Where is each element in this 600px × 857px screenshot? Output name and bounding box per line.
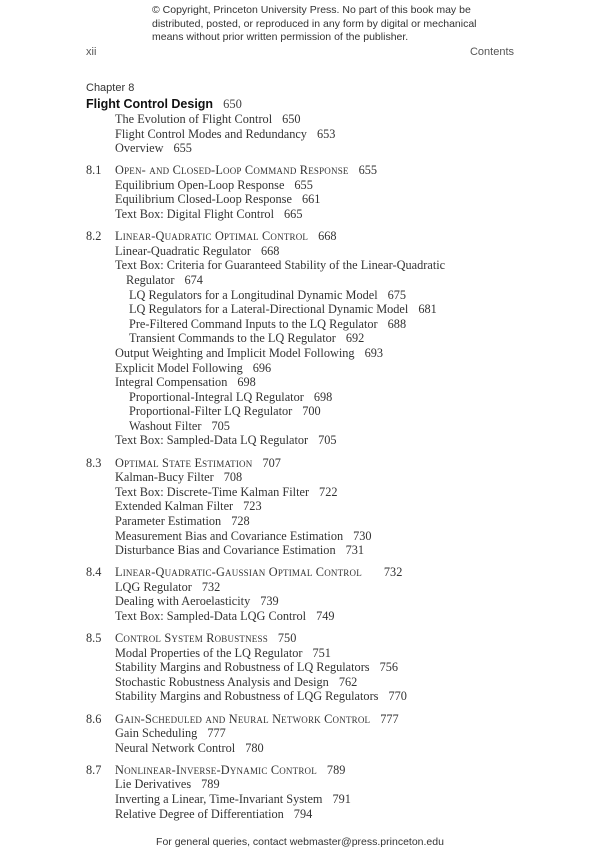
toc-section-8-6 bbox=[86, 712, 526, 756]
section-page: 707 bbox=[262, 455, 281, 470]
toc-entry-title: Linear-Quadratic Regulator bbox=[115, 243, 251, 258]
toc-entry-page: 696 bbox=[252, 360, 272, 375]
toc-entry-title: Kalman-Bucy Filter bbox=[115, 470, 214, 485]
toc-entry-title: Gain Scheduling bbox=[115, 726, 198, 741]
toc-entry-page: 705 bbox=[318, 433, 337, 448]
toc-entry-title: Dealing with Aeroelasticity bbox=[115, 594, 251, 609]
toc-entry bbox=[86, 112, 526, 127]
toc-entry bbox=[86, 192, 526, 207]
toc-entry-title: Explicit Model Following bbox=[115, 360, 243, 375]
toc-entry-page: 688 bbox=[387, 316, 407, 331]
toc-entry bbox=[86, 660, 526, 675]
toc-entry-page: 731 bbox=[345, 543, 365, 558]
toc-entry bbox=[86, 302, 526, 317]
section-number: 8.3 bbox=[86, 455, 102, 470]
toc-entry bbox=[86, 331, 526, 346]
chapter-title bbox=[86, 97, 242, 112]
toc-section-8-2 bbox=[86, 229, 526, 448]
toc-entry bbox=[86, 609, 526, 624]
toc-section-8-4 bbox=[86, 565, 526, 623]
toc-entry-page: 661 bbox=[301, 192, 321, 207]
toc-entry-title: Extended Kalman Filter bbox=[115, 499, 234, 514]
section-heading bbox=[86, 456, 526, 471]
section-heading bbox=[86, 229, 526, 244]
toc-entry-page: 705 bbox=[211, 418, 230, 433]
toc-entry-page: 749 bbox=[316, 609, 335, 623]
toc-entry bbox=[86, 792, 526, 807]
toc-entry-title: Text Box: Discrete-Time Kalman Filter bbox=[115, 484, 310, 499]
toc-entry bbox=[86, 317, 526, 332]
toc-section-8-7 bbox=[86, 763, 526, 821]
toc-entry-title: The Evolution of Flight Control bbox=[115, 112, 273, 126]
toc-section-8-1 bbox=[86, 163, 526, 221]
toc-entry-title: Stochastic Robustness Analysis and Design bbox=[115, 674, 329, 689]
toc-entry-page: 770 bbox=[388, 689, 407, 704]
toc-entry-page: 728 bbox=[231, 513, 250, 528]
running-head-title: Contents bbox=[469, 46, 514, 58]
toc-entry-title: LQG Regulator bbox=[115, 579, 192, 594]
chapter-label: Chapter 8 bbox=[86, 82, 135, 94]
section-heading bbox=[86, 712, 526, 727]
section-heading bbox=[86, 565, 526, 580]
section-title: Nonlinear-Inverse-Dynamic Control bbox=[115, 762, 317, 777]
toc-entry-title: Integral Compensation bbox=[115, 375, 228, 390]
toc-entry-title: Flight Control Modes and Redundancy bbox=[115, 126, 307, 141]
section-number: 8.7 bbox=[86, 762, 102, 777]
toc-entry-title: Stability Margins and Robustness of LQG Regulators bbox=[115, 689, 379, 704]
section-page: 789 bbox=[326, 762, 346, 777]
toc-entry-page: 777 bbox=[207, 726, 226, 741]
toc-entry-page: 730 bbox=[353, 528, 372, 543]
toc-entry-title: Text Box: Sampled-Data LQG Control bbox=[115, 609, 307, 623]
toc-entry bbox=[86, 207, 526, 222]
toc-entry-page: 693 bbox=[364, 345, 384, 360]
toc-entry bbox=[86, 127, 526, 142]
toc-entry bbox=[86, 580, 526, 595]
toc-entry-page: 794 bbox=[293, 806, 313, 821]
toc-entry-page: 655 bbox=[294, 177, 313, 192]
footer-contact: For general queries, contact webmaster@press.princeton.edu bbox=[156, 836, 444, 848]
toc-entry-title: Pre-Filtered Command Inputs to the LQ Regulator bbox=[129, 316, 378, 331]
toc-entry-title: Output Weighting and Implicit Model Following bbox=[115, 345, 355, 360]
toc-entry bbox=[86, 178, 526, 193]
toc-entry bbox=[86, 258, 526, 273]
toc-entry-page: 732 bbox=[201, 579, 221, 594]
toc-entry bbox=[86, 514, 526, 529]
section-page: 732 bbox=[383, 565, 403, 580]
section-title: Linear-Quadratic-Gaussian Optimal Control bbox=[115, 565, 362, 580]
toc-entry bbox=[86, 244, 526, 259]
toc-entry-title: Proportional-Integral LQ Regulator bbox=[129, 389, 304, 404]
toc-entry-page: 739 bbox=[260, 594, 279, 609]
section-number: 8.4 bbox=[86, 565, 102, 580]
toc-entry-title: Text Box: Digital Flight Control bbox=[115, 207, 275, 222]
toc-entry-page: 655 bbox=[173, 141, 192, 156]
toc-entry-page: 674 bbox=[184, 272, 203, 287]
toc-entry-title: Stability Margins and Robustness of LQ Regulators bbox=[115, 660, 370, 675]
toc-entry-page: 653 bbox=[316, 126, 336, 141]
section-number: 8.5 bbox=[86, 631, 102, 646]
toc-entry bbox=[86, 361, 526, 376]
toc-entry-page: 692 bbox=[345, 331, 365, 346]
toc-entry-page: 675 bbox=[387, 287, 407, 302]
section-title: Gain-Scheduled and Neural Network Control bbox=[115, 711, 371, 726]
toc-entry bbox=[86, 404, 526, 419]
toc-entry-title: Inverting a Linear, Time-Invariant System bbox=[115, 792, 323, 807]
toc-entry-title: Equilibrium Open-Loop Response bbox=[115, 177, 285, 192]
section-heading bbox=[86, 631, 526, 646]
toc-entry-title: Washout Filter bbox=[129, 418, 202, 433]
toc-entry bbox=[86, 594, 526, 609]
toc-entry bbox=[86, 470, 526, 485]
toc-entry-title: Transient Commands to the LQ Regulator bbox=[129, 331, 336, 346]
toc-entry-page: 708 bbox=[223, 470, 243, 485]
section-number: 8.1 bbox=[86, 163, 102, 178]
toc-entry-page: 722 bbox=[319, 484, 338, 499]
toc-entry-page: 668 bbox=[260, 243, 280, 258]
toc-entry-title: Measurement Bias and Covariance Estimation bbox=[115, 528, 344, 543]
toc-entry bbox=[86, 675, 526, 690]
toc-entry bbox=[86, 499, 526, 514]
page-folio: xii bbox=[86, 46, 97, 58]
toc-entry bbox=[86, 726, 526, 741]
section-heading bbox=[86, 163, 526, 178]
toc-entry-title: Equilibrium Closed-Loop Response bbox=[115, 192, 292, 207]
toc-entry-page: 700 bbox=[302, 404, 321, 419]
table-of-contents bbox=[86, 112, 526, 821]
toc-entry-page: 791 bbox=[332, 792, 351, 807]
toc-entry bbox=[86, 807, 526, 822]
section-number: 8.2 bbox=[86, 229, 102, 244]
toc-entry-page: 751 bbox=[312, 645, 331, 660]
toc-entry bbox=[86, 288, 526, 303]
toc-entry-page: 723 bbox=[243, 499, 262, 514]
section-number: 8.6 bbox=[86, 711, 102, 726]
toc-entry-title: Regulator bbox=[126, 272, 175, 287]
toc-entry bbox=[86, 141, 526, 156]
section-page: 668 bbox=[318, 229, 337, 244]
toc-entry bbox=[86, 741, 526, 756]
toc-entry bbox=[86, 529, 526, 544]
copyright-line: means without prior written permission of the publisher. bbox=[152, 31, 409, 43]
toc-entry bbox=[86, 689, 526, 704]
section-page: 777 bbox=[380, 711, 399, 726]
section-title: Control System Robustness bbox=[115, 631, 268, 646]
toc-entry-title: Relative Degree of Differentiation bbox=[115, 806, 284, 821]
chapter-page-number: 650 bbox=[223, 97, 242, 111]
toc-entry bbox=[86, 777, 526, 792]
section-title: Linear-Quadratic Optimal Control bbox=[115, 229, 309, 244]
toc-entry-title: Parameter Estimation bbox=[115, 513, 222, 528]
toc-entry-title: Text Box: Sampled-Data LQ Regulator bbox=[115, 433, 309, 448]
section-title: Open- and Closed-Loop Command Response bbox=[115, 163, 349, 178]
toc-entry-title: Neural Network Control bbox=[115, 740, 236, 755]
toc-entry-page: 756 bbox=[379, 660, 399, 675]
toc-entry-page: 698 bbox=[237, 375, 256, 390]
toc-entry bbox=[86, 543, 526, 558]
toc-entry-page: 789 bbox=[201, 777, 220, 792]
toc-entry-continuation bbox=[86, 273, 526, 288]
toc-entry bbox=[86, 419, 526, 434]
chapter-intro-entries bbox=[86, 112, 526, 156]
running-head bbox=[86, 46, 514, 60]
toc-entry-page: 762 bbox=[338, 674, 358, 689]
toc-entry bbox=[86, 646, 526, 661]
toc-entry-title: LQ Regulators for a Longitudinal Dynamic Model bbox=[129, 287, 378, 302]
toc-entry bbox=[86, 375, 526, 390]
copyright-line: © Copyright, Princeton University Press. No part of this book may be bbox=[152, 4, 471, 16]
toc-entry-title: Modal Properties of the LQ Regulator bbox=[115, 645, 303, 660]
toc-entry-title: Proportional-Filter LQ Regulator bbox=[129, 404, 293, 419]
toc-section-8-3 bbox=[86, 456, 526, 558]
toc-entry-title: Overview bbox=[115, 141, 164, 156]
section-heading bbox=[86, 763, 526, 778]
toc-entry bbox=[86, 346, 526, 361]
toc-entry-page: 650 bbox=[282, 112, 301, 126]
copyright-notice bbox=[152, 4, 477, 45]
chapter-title-text: Flight Control Design bbox=[86, 97, 214, 111]
toc-entry-page: 780 bbox=[245, 740, 264, 755]
toc-entry-page: 681 bbox=[418, 302, 437, 317]
toc-entry bbox=[86, 485, 526, 500]
toc-entry-page: 698 bbox=[313, 389, 333, 404]
toc-entry-title: Text Box: Criteria for Guaranteed Stability of the Linear-Quadratic bbox=[115, 258, 446, 273]
copyright-line: distributed, posted, or reproduced in any form by digital or mechanical bbox=[152, 17, 477, 30]
section-title: Optimal State Estimation bbox=[115, 455, 253, 470]
section-page: 655 bbox=[358, 163, 378, 178]
toc-entry-title: Disturbance Bias and Covariance Estimation bbox=[115, 543, 336, 558]
toc-entry-title: Lie Derivatives bbox=[115, 777, 192, 792]
toc-entry-title: LQ Regulators for a Lateral-Directional Dynamic Model bbox=[129, 302, 409, 317]
toc-section-8-5 bbox=[86, 631, 526, 704]
toc-entry bbox=[86, 433, 526, 448]
toc-entry bbox=[86, 390, 526, 405]
toc-entry-page: 665 bbox=[284, 207, 303, 222]
section-page: 750 bbox=[277, 631, 297, 646]
